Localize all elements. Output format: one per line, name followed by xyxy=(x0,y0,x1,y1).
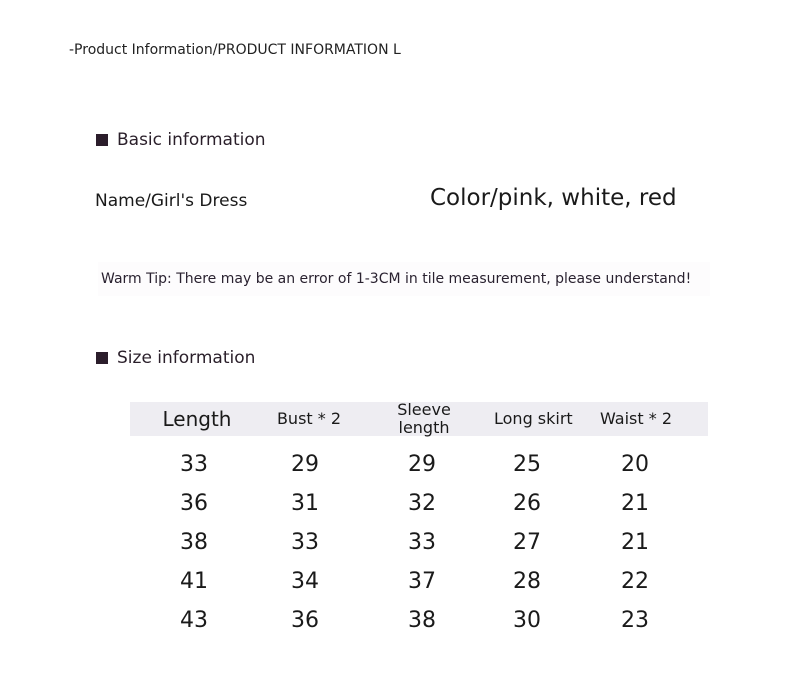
table-cell: 33 xyxy=(408,530,436,555)
column-header-bust: Bust * 2 xyxy=(276,409,342,429)
size-table-body xyxy=(130,445,708,640)
warm-tip-text: Warm Tip: There may be an error of 1-3CM in tile measurement, please understand! xyxy=(101,271,692,287)
page-title: -Product Information/PRODUCT INFORMATION L xyxy=(69,42,401,58)
size-table-header xyxy=(130,402,708,436)
table-cell: 37 xyxy=(408,569,436,594)
column-header-sleeve-length-label: Sleeve length xyxy=(397,400,451,437)
basic-information-heading-label: Basic information xyxy=(117,130,266,150)
table-row xyxy=(130,484,708,523)
table-cell: 21 xyxy=(621,530,649,555)
table-cell: 31 xyxy=(291,491,319,516)
table-cell: 41 xyxy=(180,569,208,594)
size-information-heading-label: Size information xyxy=(117,348,256,368)
column-header-long-skirt: Long skirt xyxy=(494,409,573,429)
table-cell: 36 xyxy=(180,491,208,516)
table-row xyxy=(130,562,708,601)
table-cell: 33 xyxy=(180,452,208,477)
table-cell: 23 xyxy=(621,608,649,633)
table-cell: 33 xyxy=(291,530,319,555)
table-cell: 28 xyxy=(513,569,541,594)
table-row xyxy=(130,601,708,640)
column-header-sleeve-length xyxy=(354,401,494,436)
column-header-length: Length xyxy=(162,407,232,431)
table-cell: 30 xyxy=(513,608,541,633)
table-cell: 22 xyxy=(621,569,649,594)
column-header-waist: Waist * 2 xyxy=(599,409,672,429)
size-information-heading xyxy=(96,348,255,368)
table-cell: 32 xyxy=(408,491,436,516)
product-name: Name/Girl's Dress xyxy=(95,191,248,211)
table-cell: 29 xyxy=(408,452,436,477)
table-cell: 38 xyxy=(180,530,208,555)
table-cell: 27 xyxy=(513,530,541,555)
size-table xyxy=(130,402,708,640)
table-cell: 29 xyxy=(291,452,319,477)
table-cell: 38 xyxy=(408,608,436,633)
table-row xyxy=(130,445,708,484)
warm-tip-note xyxy=(98,262,710,296)
table-cell: 34 xyxy=(291,569,319,594)
table-cell: 43 xyxy=(180,608,208,633)
square-bullet-icon xyxy=(96,352,108,364)
table-cell: 20 xyxy=(621,452,649,477)
product-color: Color/pink, white, red xyxy=(430,185,677,211)
table-cell: 21 xyxy=(621,491,649,516)
basic-information-heading xyxy=(96,130,266,150)
table-cell: 25 xyxy=(513,452,541,477)
table-cell: 36 xyxy=(291,608,319,633)
table-cell: 26 xyxy=(513,491,541,516)
table-row xyxy=(130,523,708,562)
square-bullet-icon xyxy=(96,134,108,146)
